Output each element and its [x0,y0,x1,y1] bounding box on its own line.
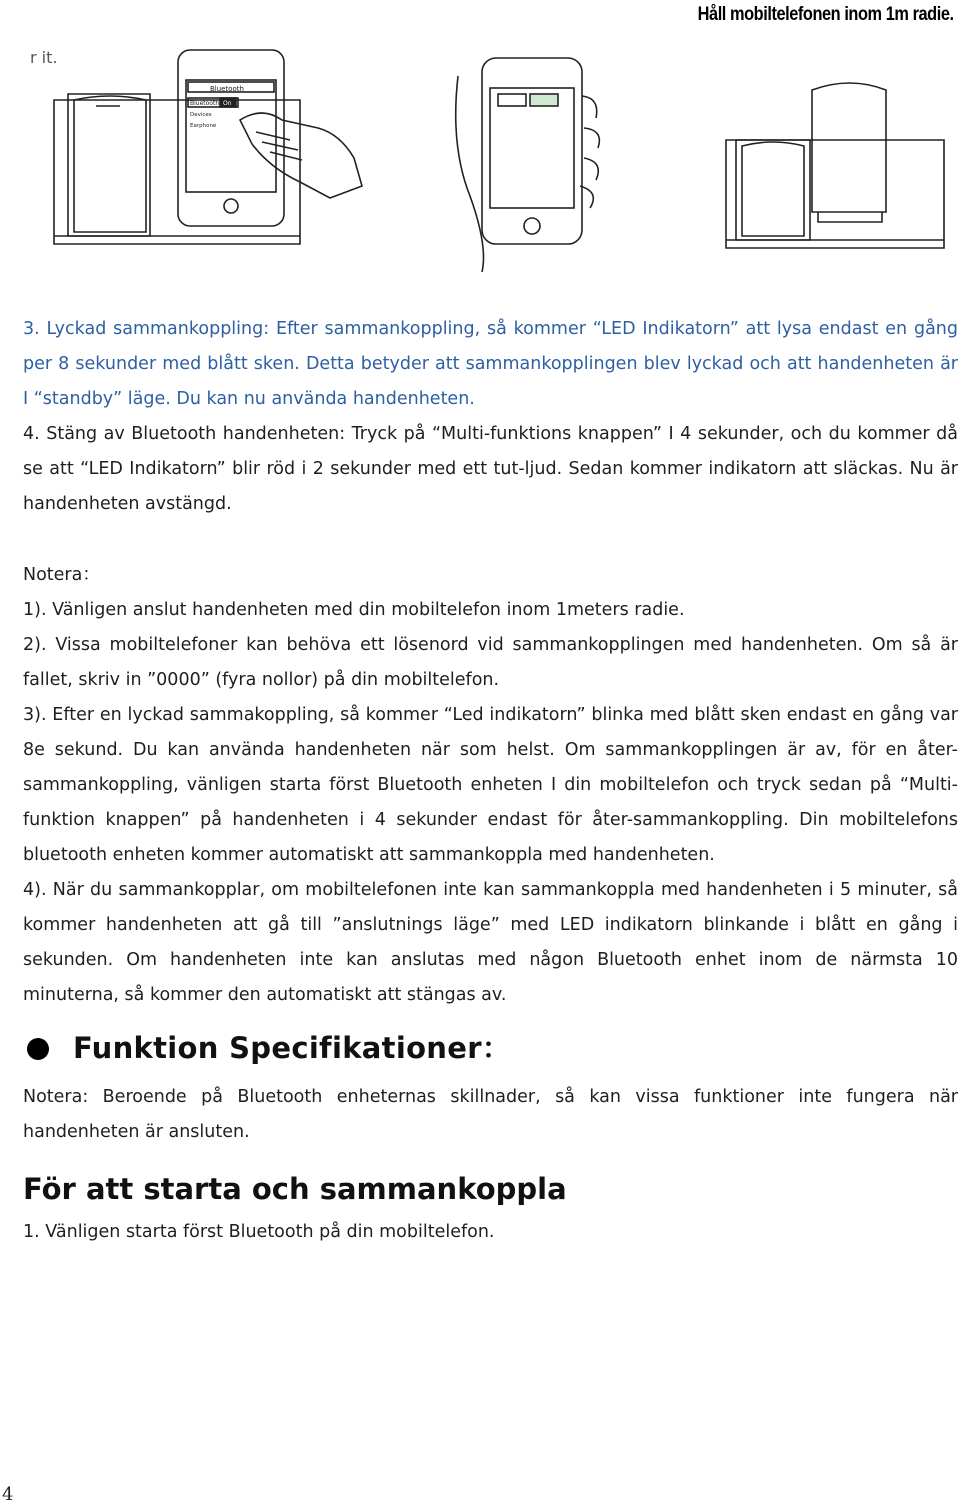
step-3-paragraph: 3. Lyckad sammankoppling: Efter sammankoppling, så kommer “LED Indikatorn” att lysa endast en gång per 8 sekunder med blått sken. Detta betyder att sammankopplingen blev lyckad och att handenheten är I “standby” läge. Du kan nu använda handenheten. [23,319,958,409]
function-spec-note: Notera: Beroende på Bluetooth enheternas skillnader, så kan vissa funktioner inte fungera när handenheten är ansluten. [23,1087,958,1142]
dock-right-icon [726,83,944,248]
svg-text:Devices: Devices [190,112,212,118]
svg-text:Bluetooth: Bluetooth [210,85,244,93]
start-step-1: 1. Vänligen starta först Bluetooth på din mobiltelefon. [23,1222,495,1242]
page-number: 4 [2,1484,14,1505]
bullet-icon [27,1038,49,1060]
hand-left-icon [240,113,362,198]
dock-left-icon [54,94,300,244]
start-pairing-heading: För att starta och sammankoppla [23,1172,567,1206]
notes-label: Notera： [23,565,100,585]
note-1: 1). Vänligen anslut handenheten med din mobiltelefon inom 1meters radie. [23,600,685,620]
phone-middle-icon [482,58,582,244]
phone-left-icon [178,50,284,226]
function-spec-title: Funktion Specifikationer： [73,1031,512,1065]
function-spec-heading [23,1031,958,1066]
step-4-paragraph: 4. Stäng av Bluetooth handenheten: Tryck på “Multi-funktions knappen” I 4 sekunder, och du kommer då se att “LED Indikatorn” blir röd i 2 sekunder med ett tut-ljud. Sedan kommer indikatorn att släckas. Nu är handenheten avstängd. [23,424,958,514]
header-caption: Håll mobiltelefonen inom 1m radie. [698,4,954,25]
note-4: 4). När du sammankopplar, om mobiltelefonen inte kan sammankoppla med handenheten i 5 minuter, så kommer handenheten att gå till ”anslutnings läge” med LED indikatorn blinkande i blått en gång i sekunden. Om handenheten inte kan anslutas med någon Bluetooth enhet inom de närmsta 10 minuterna, så kommer den automatiskt att stängas av. [23,880,958,1005]
hand-middle-icon [456,76,600,272]
note-3: 3). Efter en lyckad sammakoppling, så kommer “Led indikatorn” blinka med blått sken endast en gång var 8e sekund. Du kan använda handenheten när som helst. Om sammankopplingen är av, för en åter-sammankoppling, vänligen starta först Bluetooth enheten I din mobiltelefon och tryck sedan på “Multi-funktion knappen” på handenheten i 4 sekunder endast för åter-sammankoppling. Din mobiltelefons bluetooth enheten kommer automatiskt att sammankoppla med handenheten. [23,705,958,865]
note-2: 2). Vissa mobiltelefoner kan behöva ett lösenord vid sammankopplingen med handenheten. Om så är fallet, skriv in ”0000” (fyra nollor) på din mobiltelefon. [23,635,958,690]
svg-text:On: On [223,100,232,107]
header-fragment: r it. [30,48,58,67]
svg-text:Earphone: Earphone [190,123,217,129]
pairing-illustration [0,36,960,276]
svg-text:Bluetooth: Bluetooth [190,100,220,107]
instruction-body [23,312,958,1250]
